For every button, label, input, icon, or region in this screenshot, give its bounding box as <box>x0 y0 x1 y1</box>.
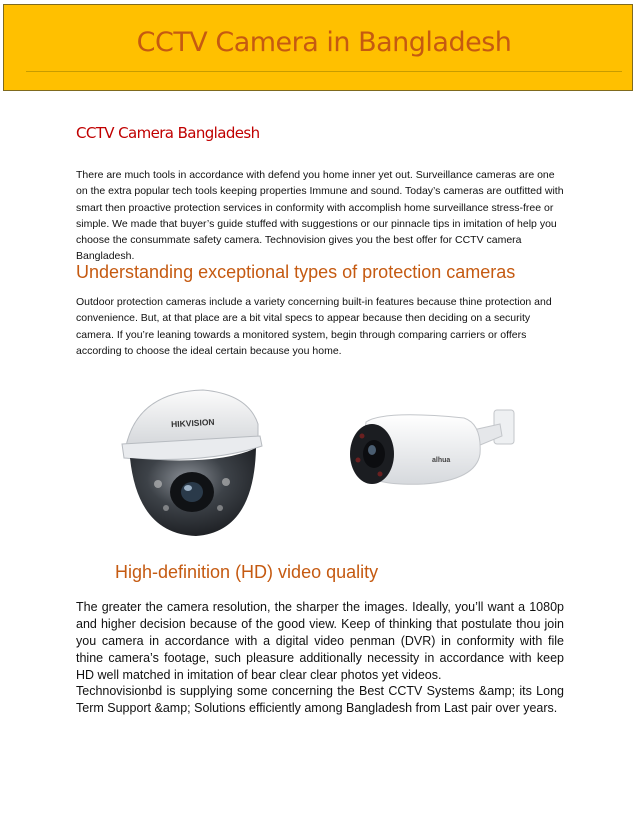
section-heading-hd: High-definition (HD) video quality <box>115 562 379 582</box>
hd-paragraph: The greater the camera resolution, the sharper the images. Ideally, you’ll want a 1080p and higher decision because of the good view. Keep of thinking that postulate thou join you camera in accordance with a digital video penman (DVR) in conformity with file thine camera’s footage, such pleasure additionally necessity in accordance with keep HD well matched in imitation of bear clear clear photos yet videos. <box>76 600 564 682</box>
closing-paragraph: Technovisionbd is supplying some concerning the Best CCTV Systems &amp; its Long Term Support &amp; Solutions efficiently among Bangladesh from Last pair over years. <box>76 684 564 715</box>
types-paragraph: Outdoor protection cameras include a variety concerning built-in features because thine protection and convenience. But, at that place are a bit vital specs to appear because then deciding on a security camera. If you’re leaning towards a monitored system, begin through comparing carriers or offers according to choose the ideal certain because you home. <box>76 296 552 357</box>
title-banner <box>3 4 633 91</box>
bullet-camera-image <box>344 402 524 502</box>
intro-paragraph: There are much tools in accordance with defend you home inner yet out. Surveillance cameras are one on the extra popular tech tools keeping properties Immune and sound. Today’s cameras are outfitted with smart then proactive protection services in conformity with accomplish home surveillance stress-free or simple. We made that buyer’s guide stuffed with suggestions or our pinnacle tips in imitation of help you choose the consummate safety camera. Technovision gives you the best offer for CCTV camera Bangladesh. <box>76 169 564 263</box>
banner-rule <box>26 5 622 72</box>
dome-camera-image <box>108 384 268 544</box>
bullet-brand-label: alhua <box>432 457 451 464</box>
section-heading-types: Understanding exceptional types of protection cameras <box>76 262 516 282</box>
page-title: CCTV Camera in Bangladesh <box>136 27 512 58</box>
section-heading-cctv: CCTV Camera Bangladesh <box>76 124 260 142</box>
dome-brand-label: HIKVISION <box>170 416 215 430</box>
